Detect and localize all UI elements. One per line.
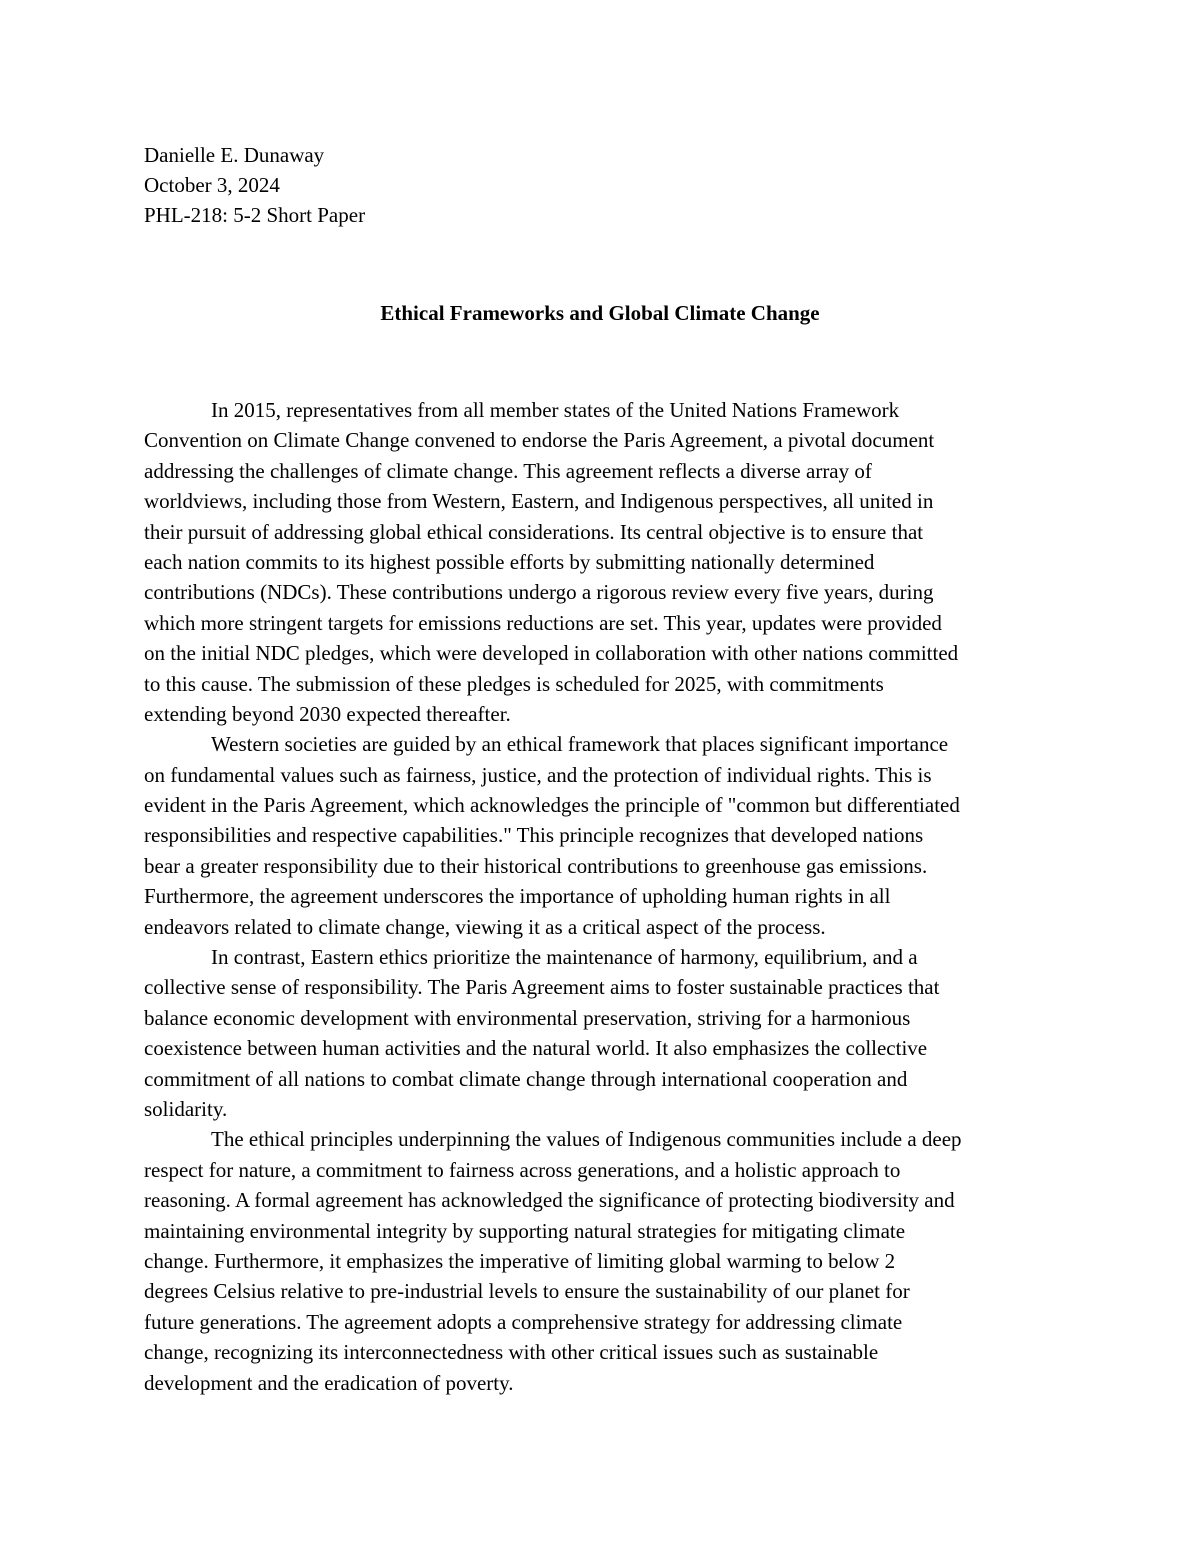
body-paragraph	[144, 395, 1062, 729]
paragraph-line: In contrast, Eastern ethics prioritize the maintenance of harmony, equilibrium, and a	[211, 945, 918, 970]
course-label: PHL-218: 5-2 Short Paper	[144, 203, 366, 227]
paragraph-line: Western societies are guided by an ethical framework that places significant importance	[211, 732, 949, 757]
paragraph-line: development and the eradication of poverty.	[144, 1370, 514, 1395]
paragraph-line: addressing the challenges of climate change. This agreement reflects a diverse array of	[144, 458, 872, 483]
paragraph-line: commitment of all nations to combat climate change through international cooperation and	[144, 1066, 908, 1091]
paper-header	[144, 140, 365, 230]
paragraph-line: Furthermore, the agreement underscores the importance of upholding human rights in all	[144, 884, 891, 909]
paragraph-line: change, recognizing its interconnectedness with other critical issues such as sustainable	[144, 1340, 879, 1365]
paragraph-line: endeavors related to climate change, viewing it as a critical aspect of the process.	[144, 914, 826, 939]
paragraph-line: extending beyond 2030 expected thereafter.	[144, 701, 511, 726]
paper-date: October 3, 2024	[144, 173, 280, 197]
paragraph-line: In 2015, representatives from all member states of the United Nations Framework	[211, 398, 900, 422]
paragraph-line: contributions (NDCs). These contributions undergo a rigorous review every five years, during	[144, 580, 934, 605]
paragraph-line: which more stringent targets for emissions reductions are set. This year, updates were provided	[144, 610, 942, 635]
paragraph-line: The ethical principles underpinning the values of Indigenous communities include a deep	[211, 1127, 962, 1152]
paragraph-line: degrees Celsius relative to pre-industrial levels to ensure the sustainability of our planet for	[144, 1279, 910, 1304]
paragraph-line: change. Furthermore, it emphasizes the imperative of limiting global warming to below 2	[144, 1248, 896, 1273]
body-paragraph	[144, 1124, 1062, 1398]
paragraph-line: solidarity.	[144, 1096, 228, 1121]
body-paragraph	[144, 729, 1062, 942]
paragraph-line: to this cause. The submission of these pledges is scheduled for 2025, with commitments	[144, 671, 884, 696]
author-name: Danielle E. Dunaway	[144, 143, 325, 167]
paragraph-line: future generations. The agreement adopts a comprehensive strategy for addressing climate	[144, 1309, 903, 1334]
paragraph-line: maintaining environmental integrity by supporting natural strategies for mitigating climate	[144, 1218, 906, 1243]
paragraph-line: respect for nature, a commitment to fairness across generations, and a holistic approach to	[144, 1157, 901, 1182]
paragraph-line: bear a greater responsibility due to their historical contributions to greenhouse gas emissions.	[144, 853, 928, 878]
paragraph-line: their pursuit of addressing global ethical considerations. Its central objective is to ensure that	[144, 519, 924, 544]
paragraph-line: worldviews, including those from Western, Eastern, and Indigenous perspectives, all united in	[144, 489, 934, 514]
paragraph-line: collective sense of responsibility. The Paris Agreement aims to foster sustainable practices that	[144, 975, 940, 1000]
paper-title: Ethical Frameworks and Global Climate Change	[380, 301, 820, 325]
paragraph-line: reasoning. A formal agreement has acknowledged the significance of protecting biodiversity and	[144, 1188, 955, 1213]
paragraph-line: evident in the Paris Agreement, which acknowledges the principle of "common but differentiated	[144, 793, 960, 818]
paragraph-line: on the initial NDC pledges, which were developed in collaboration with other nations committed	[144, 641, 959, 666]
paragraph-line: responsibilities and respective capabilities." This principle recognizes that developed nations	[144, 823, 924, 848]
paragraph-line: each nation commits to its highest possible efforts by submitting nationally determined	[144, 549, 875, 574]
paragraph-line: coexistence between human activities and the natural world. It also emphasizes the collective	[144, 1036, 928, 1061]
paper-body	[144, 395, 1062, 1398]
paragraph-line: on fundamental values such as fairness, justice, and the protection of individual rights. This is	[144, 762, 932, 787]
body-paragraph	[144, 942, 1062, 1124]
paragraph-line: Convention on Climate Change convened to endorse the Paris Agreement, a pivotal document	[144, 428, 935, 453]
paragraph-line: balance economic development with environmental preservation, striving for a harmonious	[144, 1005, 911, 1030]
